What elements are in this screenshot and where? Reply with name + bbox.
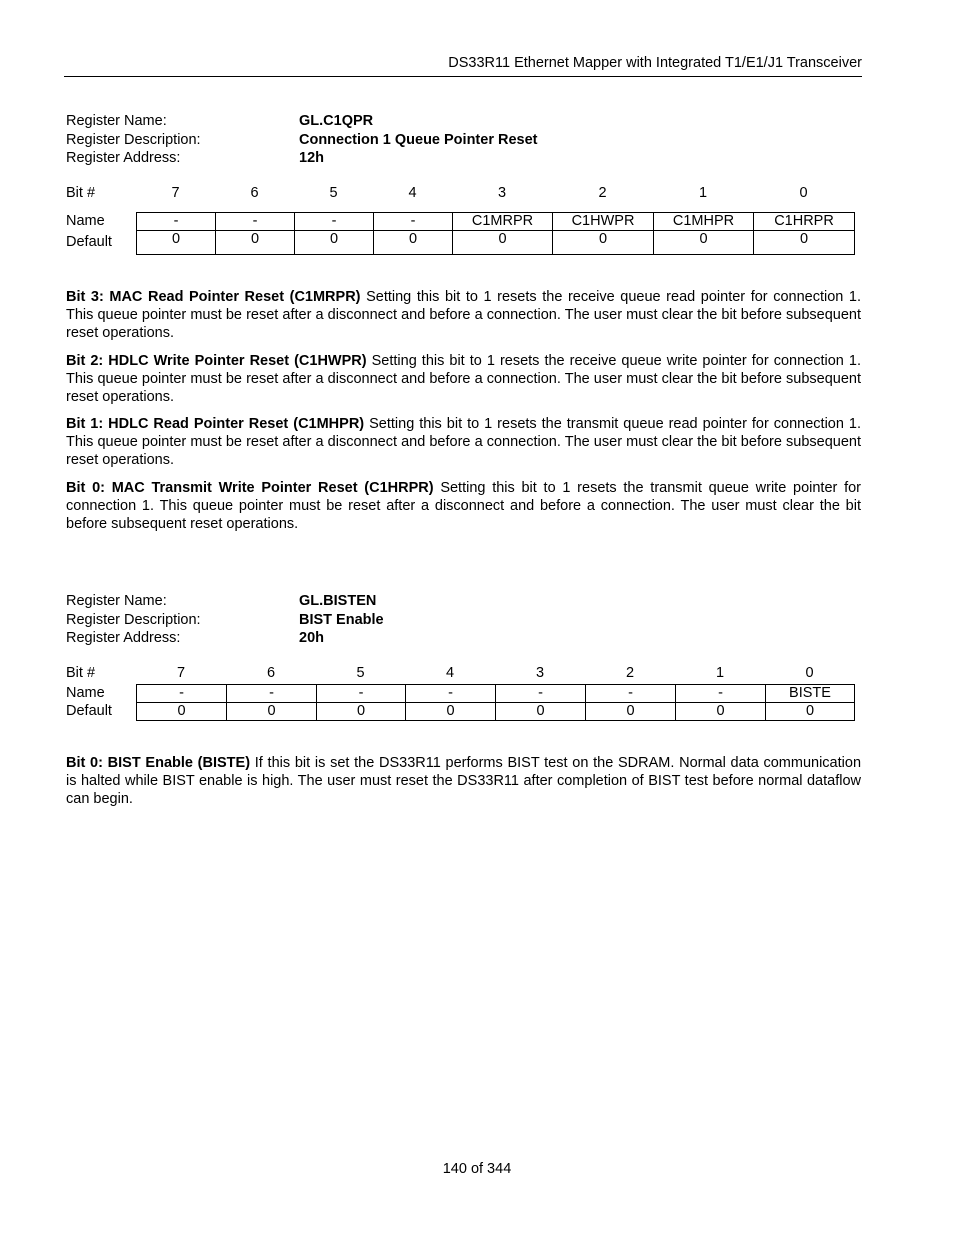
- bit-description: [66, 352, 861, 407]
- reg-addr-label: Register Address:: [66, 150, 181, 166]
- bit-number-label: Bit #: [66, 665, 96, 681]
- default-row-label: Default: [66, 234, 112, 250]
- bit-description: [66, 479, 861, 534]
- bit-default-cell: 0: [453, 231, 553, 255]
- table-row: [66, 685, 855, 703]
- bit-number-label: Bit #: [66, 185, 96, 201]
- default-row-label: Default: [66, 703, 112, 719]
- reg-desc-value: Connection 1 Queue Pointer Reset: [299, 131, 538, 148]
- table-row: [66, 213, 855, 231]
- bit-number: 6: [266, 665, 276, 681]
- bit-number: 5: [356, 665, 365, 681]
- bit-default-cell: 0: [586, 703, 676, 721]
- bit-number: 7: [176, 665, 186, 681]
- reg-name-label: Register Name:: [66, 593, 167, 609]
- bit-number: 3: [497, 185, 507, 201]
- bit-default-cell: 0: [766, 703, 855, 721]
- bit-default-cell: 0: [676, 703, 766, 721]
- reg-addr-value: 20h: [299, 630, 324, 646]
- table-row: [66, 231, 855, 255]
- bit-description-text: If this bit is set the DS33R11 performs BIST test on the SDRAM. Normal data communication is halted while BIST enable is high. The user must reset the DS33R11 after completion of BIST test before normal dataflow can begin.: [66, 755, 862, 808]
- bit-default-cell: 0: [553, 231, 654, 255]
- bit-name-cell: -: [317, 685, 406, 703]
- bit-default-cell: 0: [406, 703, 496, 721]
- bit-name-cell: -: [374, 213, 453, 231]
- register-1-info: [66, 112, 538, 168]
- reg-desc-label: Register Description:: [66, 131, 201, 148]
- bit-number: 2: [625, 665, 635, 681]
- bit-name-cell: -: [676, 685, 766, 703]
- bit-description-title: Bit 0: MAC Transmit Write Pointer Reset (C1HRPR): [66, 480, 434, 496]
- bit-description: [66, 754, 861, 809]
- bit-name-cell: BISTE: [766, 685, 855, 703]
- bit-default-cell: 0: [754, 231, 855, 255]
- bit-number: 6: [250, 185, 259, 201]
- reg-desc-label: Register Description:: [66, 611, 201, 628]
- bit-description-title: Bit 2: HDLC Write Pointer Reset (C1HWPR): [66, 353, 367, 369]
- page-number: 140 of 344: [442, 1161, 512, 1177]
- bit-name-cell: -: [227, 685, 317, 703]
- bit-default-cell: 0: [137, 231, 216, 255]
- reg-name-value: GL.BISTEN: [299, 593, 377, 609]
- bit-name-cell: -: [137, 685, 227, 703]
- bit-number: 5: [329, 185, 338, 201]
- bit-default-cell: 0: [137, 703, 227, 721]
- bit-name-cell: -: [406, 685, 496, 703]
- bit-default-cell: 0: [216, 231, 295, 255]
- reg-name-label: Register Name:: [66, 113, 167, 129]
- bit-description: [66, 288, 861, 343]
- bit-number: 4: [445, 665, 455, 681]
- bit-number: 0: [805, 665, 814, 681]
- bit-default-cell: 0: [317, 703, 406, 721]
- page-header-title: DS33R11 Ethernet Mapper with Integrated T1/E1/J1 Transceiver: [448, 55, 862, 71]
- bit-description-text: Setting this bit to 1 resets the transmit queue write pointer for connection 1. This queue pointer must be reset after a disconnect and before a connection. The user must clear the bit before subsequent reset operations.: [66, 480, 862, 533]
- register-2-table: [66, 684, 855, 721]
- bit-default-cell: 0: [295, 231, 374, 255]
- bit-number: 2: [598, 185, 607, 201]
- bit-name-cell: -: [295, 213, 374, 231]
- bit-name-cell: C1MRPR: [453, 213, 553, 231]
- bit-number: 3: [535, 665, 545, 681]
- bit-default-cell: 0: [374, 231, 453, 255]
- bit-number: 1: [698, 185, 708, 201]
- bit-number: 4: [408, 185, 417, 201]
- reg-name-value: GL.C1QPR: [299, 113, 374, 129]
- bit-name-cell: C1MHPR: [654, 213, 754, 231]
- bit-name-cell: C1HRPR: [754, 213, 855, 231]
- reg-addr-label: Register Address:: [66, 630, 181, 646]
- bit-number: 7: [171, 185, 180, 201]
- bit-description: [66, 415, 861, 470]
- bit-name-cell: -: [137, 213, 216, 231]
- bit-number: 0: [799, 185, 808, 201]
- bit-description-title: Bit 0: BIST Enable (BISTE): [66, 755, 251, 771]
- reg-addr-value: 12h: [299, 150, 324, 166]
- bit-default-cell: 0: [227, 703, 317, 721]
- name-row-label: Name: [66, 213, 105, 229]
- bit-default-cell: 0: [496, 703, 586, 721]
- bit-description-text: Setting this bit to 1 resets the receive queue read pointer for connection 1. This queue pointer must be reset after a disconnect and before a connection. The user must clear the bit before subsequent reset operations.: [66, 289, 862, 342]
- bit-name-cell: -: [216, 213, 295, 231]
- bit-description-text: Setting this bit to 1 resets the receive queue write pointer for connection 1. This queue pointer must be reset after a disconnect and before a connection. The user must clear the bit before subsequent reset operations.: [66, 353, 861, 406]
- bit-default-cell: 0: [654, 231, 754, 255]
- bit-name-cell: C1HWPR: [553, 213, 654, 231]
- register-2-info: [66, 592, 384, 648]
- register-2-bit-numbers: [66, 665, 854, 681]
- reg-desc-value: BIST Enable: [299, 611, 384, 628]
- register-1-bit-numbers: [66, 185, 854, 201]
- bit-name-cell: -: [586, 685, 676, 703]
- header-rule: [64, 76, 862, 77]
- bit-description-text: Setting this bit to 1 resets the transmit queue read pointer for connection 1. This queue pointer must be reset after a disconnect and before a connection. The user must clear the bit before subsequent reset operations.: [66, 416, 862, 469]
- bit-number: 1: [715, 665, 725, 681]
- name-row-label: Name: [66, 685, 105, 701]
- bit-description-title: Bit 3: MAC Read Pointer Reset (C1MRPR): [66, 289, 361, 305]
- bit-name-cell: -: [496, 685, 586, 703]
- register-1-table: [66, 212, 855, 255]
- bit-description-title: Bit 1: HDLC Read Pointer Reset (C1MHPR): [66, 416, 365, 432]
- table-row: [66, 703, 855, 721]
